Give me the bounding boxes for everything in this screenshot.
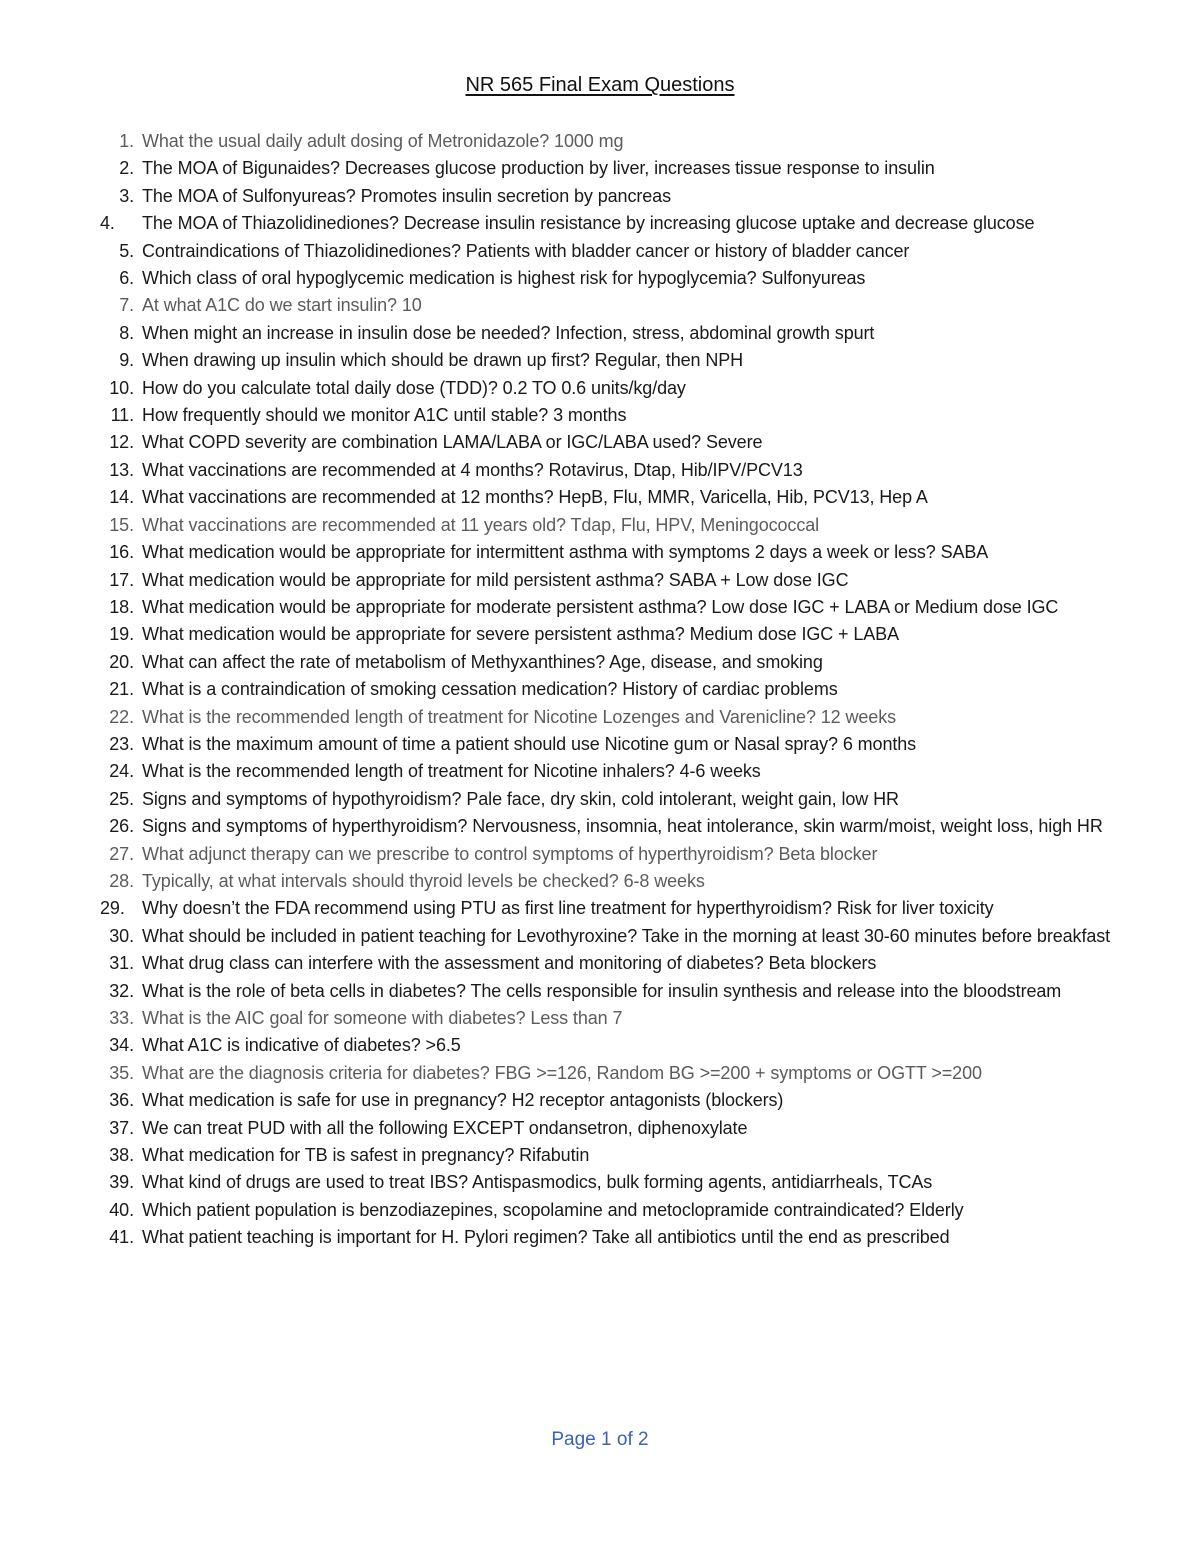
list-item: [100, 402, 1140, 429]
list-item: [100, 594, 1140, 621]
question-number: 41.: [109, 1227, 134, 1248]
question-text: How frequently should we monitor A1C until stable? 3 months: [142, 405, 627, 426]
question-text: What are the diagnosis criteria for diabetes? FBG >=126, Random BG >=200 + symptoms or OGTT >=200: [142, 1062, 982, 1083]
list-item: [100, 1005, 1140, 1032]
question-number: 17.: [109, 569, 134, 590]
question-text: What can affect the rate of metabolism of Methyxanthines? Age, disease, and smoking: [142, 651, 823, 672]
question-text: Signs and symptoms of hyperthyroidism? Nervousness, insomnia, heat intolerance, skin warm/moist, weight loss, high HR: [142, 816, 1103, 837]
list-item: [100, 457, 1140, 484]
list-item: [100, 758, 1140, 785]
list-item: [100, 320, 1140, 347]
question-text: The MOA of Sulfonyureas? Promotes insulin secretion by pancreas: [142, 185, 671, 206]
list-item: [100, 1197, 1140, 1224]
list-item: [100, 292, 1140, 319]
list-item: [100, 567, 1140, 594]
question-number: 37.: [109, 1117, 134, 1138]
list-item: [100, 895, 1140, 922]
list-item: [100, 704, 1140, 731]
question-text: What the usual daily adult dosing of Metronidazole? 1000 mg: [142, 131, 624, 151]
question-text: Contraindications of Thiazolidinediones? Patients with bladder cancer or history of bladder cancer: [142, 240, 910, 261]
question-number: 19.: [109, 624, 134, 645]
question-text: What is the maximum amount of time a patient should use Nicotine gum or Nasal spray? 6 months: [142, 733, 917, 754]
question-number: 18.: [109, 596, 134, 617]
list-item: [100, 1060, 1140, 1087]
total-pages-number: 2: [638, 1429, 649, 1450]
question-text: Which patient population is benzodiazepines, scopolamine and metoclopramide contraindicated? Elderly: [142, 1199, 964, 1220]
question-number: 36.: [109, 1090, 134, 1111]
question-number: 8.: [119, 322, 134, 343]
question-number: 15.: [109, 514, 134, 535]
list-item: [100, 512, 1140, 539]
question-text: What should be included in patient teaching for Levothyroxine? Take in the morning at least 30-60 minutes before breakfast: [142, 925, 1111, 946]
question-text: What is the recommended length of treatment for Nicotine inhalers? 4-6 weeks: [142, 761, 761, 782]
question-text: What medication would be appropriate for severe persistent asthma? Medium dose IGC + LABA: [142, 624, 899, 645]
question-number: 7.: [119, 295, 134, 316]
question-text: What medication would be appropriate for moderate persistent asthma? Low dose IGC + LABA or Medium dose IGC: [142, 596, 1059, 617]
question-text: What is a contraindication of smoking cessation medication? History of cardiac problems: [142, 679, 838, 700]
question-number: 27.: [109, 843, 134, 864]
list-item: [100, 347, 1140, 374]
list-item: [100, 429, 1140, 456]
question-text: How do you calculate total daily dose (TDD)? 0.2 TO 0.6 units/kg/day: [142, 377, 686, 398]
question-number: 11.: [110, 405, 134, 426]
question-text: What medication would be appropriate for intermittent asthma with symptoms 2 days a week or less? SABA: [142, 542, 989, 563]
question-text: What kind of drugs are used to treat IBS? Antispasmodics, bulk forming agents, antidiarrheals, TCAs: [142, 1172, 933, 1193]
question-text: Why doesn’t the FDA recommend using PTU as first line treatment for hyperthyroidism? Risk for liver toxicity: [142, 898, 994, 919]
question-number: 35.: [109, 1062, 134, 1083]
question-number: 26.: [109, 816, 134, 837]
question-text: Typically, at what intervals should thyroid levels be checked? 6-8 weeks: [142, 870, 705, 891]
list-item: [100, 786, 1140, 813]
list-item: [100, 1142, 1140, 1169]
question-text: We can treat PUD with all the following EXCEPT ondansetron, diphenoxylate: [142, 1117, 748, 1138]
question-number: 30.: [109, 925, 134, 946]
question-text: Signs and symptoms of hypothyroidism? Pale face, dry skin, cold intolerant, weight gain, low HR: [142, 788, 899, 809]
list-item: [100, 1032, 1140, 1059]
question-number: 12.: [109, 432, 134, 453]
question-number: 13.: [109, 459, 134, 480]
question-number: 3.: [119, 185, 134, 206]
list-item: [100, 1224, 1140, 1251]
question-text: What medication is safe for use in pregnancy? H2 receptor antagonists (blockers): [142, 1090, 784, 1111]
list-item: [100, 210, 1140, 237]
list-item: [100, 1087, 1140, 1114]
list-item: [100, 621, 1140, 648]
question-text: When drawing up insulin which should be drawn up first? Regular, then NPH: [142, 350, 744, 371]
list-item: [100, 484, 1140, 511]
list-item: [100, 375, 1140, 402]
question-text: What drug class can interfere with the assessment and monitoring of diabetes? Beta blockers: [142, 953, 877, 974]
list-item: [100, 649, 1140, 676]
question-number: 34.: [109, 1035, 134, 1056]
question-number: 22.: [109, 706, 134, 727]
question-number: 14.: [109, 487, 134, 508]
question-text: The MOA of Bigunaides? Decreases glucose production by liver, increases tissue response to insulin: [142, 158, 935, 179]
list-item: [100, 265, 1140, 292]
question-number: 6.: [119, 268, 134, 289]
question-number: 24.: [109, 761, 134, 782]
list-item: [100, 1169, 1140, 1196]
question-text: What is the recommended length of treatment for Nicotine Lozenges and Varenicline? 12 weeks: [142, 706, 896, 727]
question-text: What A1C is indicative of diabetes? >6.5: [142, 1035, 461, 1056]
question-text: What vaccinations are recommended at 12 months? HepB, Flu, MMR, Varicella, Hib, PCV13, Hep A: [142, 487, 928, 508]
question-number: 10.: [109, 377, 134, 398]
page-label: Page: [551, 1429, 596, 1450]
list-item: [100, 539, 1140, 566]
question-text: What medication for TB is safest in pregnancy? Rifabutin: [142, 1145, 590, 1166]
question-number: 29.: [100, 898, 125, 919]
question-text: What medication would be appropriate for mild persistent asthma? SABA + Low dose IGC: [142, 569, 849, 590]
list-item: [100, 978, 1140, 1005]
question-text: Which class of oral hypoglycemic medication is highest risk for hypoglycemia? Sulfonyureas: [142, 268, 866, 289]
question-number: 32.: [109, 980, 134, 1001]
question-text: The MOA of Thiazolidinediones? Decrease insulin resistance by increasing glucose uptake and decrease glucose: [142, 213, 1035, 234]
list-item: [100, 238, 1140, 265]
question-number: 28.: [109, 870, 134, 891]
question-number: 23.: [109, 733, 134, 754]
current-page-number: 1: [601, 1429, 612, 1450]
question-number: 38.: [109, 1145, 134, 1166]
question-number: 33.: [109, 1008, 134, 1028]
question-text: What vaccinations are recommended at 11 years old? Tdap, Flu, HPV, Meningococcal: [142, 514, 820, 535]
list-item: [100, 1115, 1140, 1142]
question-text: What vaccinations are recommended at 4 months? Rotavirus, Dtap, Hib/IPV/PCV13: [142, 459, 803, 480]
question-text: When might an increase in insulin dose be needed? Infection, stress, abdominal growth spurt: [142, 322, 875, 343]
question-text: What adjunct therapy can we prescribe to control symptoms of hyperthyroidism? Beta blocker: [142, 843, 878, 864]
list-item: [100, 155, 1140, 182]
question-list: [100, 128, 1140, 1252]
list-item: [100, 950, 1140, 977]
list-item: [100, 868, 1140, 895]
page-title: NR 565 Final Exam Questions: [465, 74, 735, 96]
list-item: [100, 676, 1140, 703]
question-number: 20.: [109, 651, 134, 672]
question-number: 2.: [119, 158, 134, 179]
list-item: [100, 923, 1140, 950]
list-item: [100, 813, 1140, 840]
page-of-label: of: [616, 1429, 633, 1450]
question-text: What is the AIC goal for someone with diabetes? Less than 7: [142, 1008, 623, 1028]
question-text: What COPD severity are combination LAMA/LABA or IGC/LABA used? Severe: [142, 432, 763, 453]
question-number: 9.: [119, 350, 134, 371]
list-item: [100, 183, 1140, 210]
list-item: [100, 841, 1140, 868]
question-number: 5.: [119, 240, 134, 261]
question-text: What patient teaching is important for H. Pylori regimen? Take all antibiotics until the end as prescribed: [142, 1227, 950, 1248]
question-number: 4.: [100, 213, 115, 234]
question-number: 39.: [109, 1172, 134, 1193]
question-number: 25.: [109, 788, 134, 809]
list-item: [100, 731, 1140, 758]
list-item: [100, 128, 1140, 155]
question-text: At what A1C do we start insulin? 10: [142, 295, 422, 316]
question-text: What is the role of beta cells in diabetes? The cells responsible for insulin synthesis and release into the bloodstream: [142, 980, 1062, 1001]
question-number: 31.: [109, 953, 134, 974]
page-footer: [0, 1429, 1200, 1451]
question-number: 16.: [109, 542, 134, 563]
question-number: 21.: [109, 679, 134, 700]
question-number: 40.: [109, 1199, 134, 1220]
question-number: 1.: [119, 131, 134, 151]
